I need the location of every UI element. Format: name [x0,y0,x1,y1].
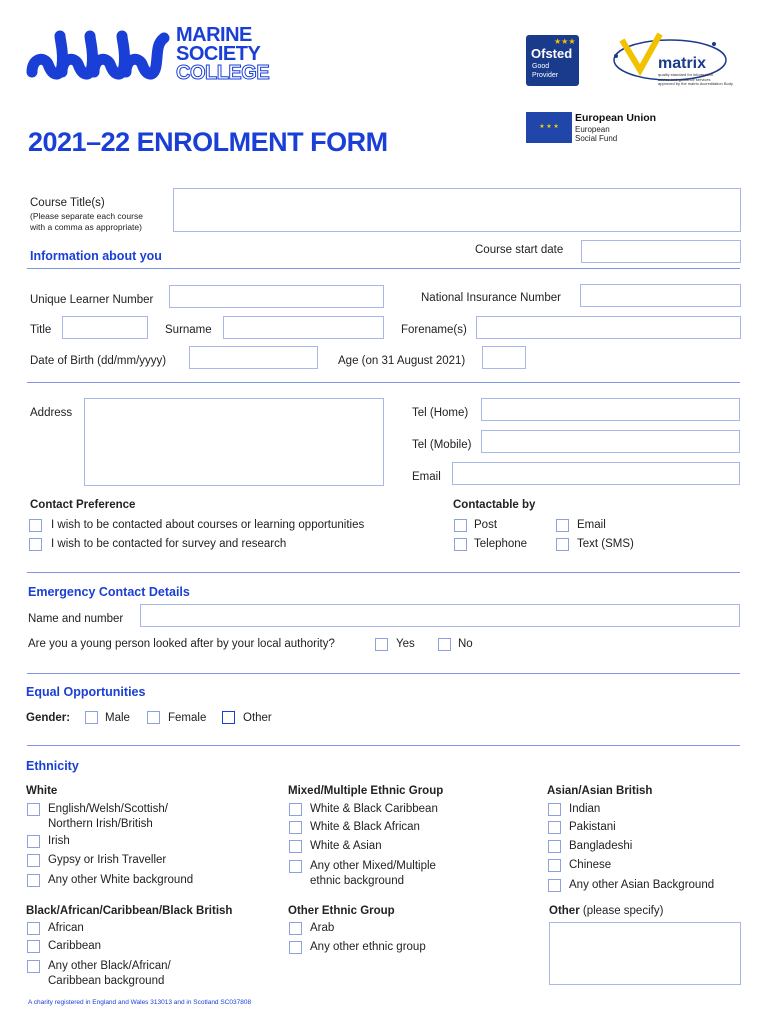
gender-other-checkbox[interactable] [222,711,235,724]
post-checkbox[interactable] [454,519,467,532]
divider [27,382,740,383]
mixed-caribbean-checkbox[interactable] [289,803,302,816]
eu-title: European Union [575,112,657,124]
contactable-by-heading: Contactable by [453,499,536,511]
mixed-caribbean-label: White & Black Caribbean [310,803,438,815]
eu-flag-icon: ★ ★ ★ [526,112,572,143]
contact-courses-checkbox[interactable] [29,519,42,532]
white-irish-label: Irish [48,835,70,847]
text-sms-label: Text (SMS) [577,538,634,550]
matrix-tagline-2: advice and guidance services [658,76,711,82]
other-group-title: Other Ethnic Group [288,905,395,917]
asian-pakistani-label: Pakistani [569,821,616,833]
matrix-tagline-1: quality standard for information [658,72,713,77]
nin-field[interactable] [580,284,741,307]
other-specify-title-bold: Other [549,905,580,917]
tel-mobile-field[interactable] [481,430,740,453]
ofsted-name: Ofsted [531,46,573,61]
about-heading: Information about you [30,249,162,263]
mixed-other-checkbox[interactable] [289,860,302,873]
looked-after-yes-label: Yes [396,638,415,650]
surname-field[interactable] [223,316,384,339]
eu-sub-2: Social Fund [575,134,618,143]
white-gypsy-checkbox[interactable] [27,854,40,867]
white-british-label-1: English/Welsh/Scottish/ [48,803,168,815]
gender-female-checkbox[interactable] [147,711,160,724]
black-african-checkbox[interactable] [27,922,40,935]
logo-line-3: COLLEGE [176,62,270,84]
asian-indian-checkbox[interactable] [548,803,561,816]
mixed-asian-checkbox[interactable] [289,840,302,853]
other-ethnic-checkbox[interactable] [289,941,302,954]
title-label: Title [30,324,52,336]
other-specify-suffix: (please specify) [579,905,664,917]
eu-sub-1: European [575,125,610,134]
address-label: Address [30,407,73,419]
contact-email-checkbox[interactable] [556,519,569,532]
black-other-checkbox[interactable] [27,960,40,973]
age-label: Age (on 31 August 2021) [338,355,466,367]
form-title: 2021–22 ENROLMENT FORM [28,127,388,157]
telephone-label: Telephone [474,538,528,550]
nin-label: National Insurance Number [421,292,561,304]
ofsted-grade-2: Provider [532,72,559,79]
telephone-checkbox[interactable] [454,538,467,551]
matrix-tagline-3: approved by the matrix Accreditation Body [658,81,733,86]
asian-chinese-checkbox[interactable] [548,859,561,872]
asian-group-title: Asian/Asian British [547,785,653,797]
matrix-tagline [658,73,733,87]
dob-field[interactable] [189,346,318,369]
tel-mobile-label: Tel (Mobile) [412,439,472,451]
tel-home-field[interactable] [481,398,740,421]
mixed-african-label: White & Black African [310,821,420,833]
white-other-label: Any other White background [48,874,194,886]
emergency-heading: Emergency Contact Details [28,585,190,599]
white-gypsy-label: Gypsy or Irish Traveller [48,854,167,866]
divider [27,268,740,269]
uln-label: Unique Learner Number [30,294,154,306]
white-irish-checkbox[interactable] [27,835,40,848]
white-british-label-2: Northern Irish/British [48,818,153,830]
gender-label: Gender: [26,712,71,724]
logo-line-1: MARINE [176,24,252,46]
black-other-label-1: Any other Black/African/ [48,960,171,972]
dob-label: Date of Birth (dd/mm/yyyy) [30,355,167,367]
black-african-label: African [48,922,84,934]
emergency-name-number-field[interactable] [140,604,740,627]
gender-other-label: Other [243,712,272,724]
black-caribbean-checkbox[interactable] [27,940,40,953]
address-field[interactable] [84,398,384,486]
mixed-group-title: Mixed/Multiple Ethnic Group [288,785,444,797]
contact-preference-heading: Contact Preference [30,499,136,511]
title-field[interactable] [62,316,148,339]
name-number-label: Name and number [28,613,124,625]
contact-courses-label: I wish to be contacted about courses or learning opportunities [51,519,365,531]
white-group-title: White [26,785,58,797]
asian-chinese-label: Chinese [569,859,612,871]
post-label: Post [474,519,498,531]
mixed-other-label-1: Any other Mixed/Multiple [310,860,436,872]
mixed-african-checkbox[interactable] [289,821,302,834]
equal-opportunities-heading: Equal Opportunities [26,685,146,699]
mixed-other-label-2: ethnic background [310,875,404,887]
asian-indian-label: Indian [569,803,601,815]
other-arab-checkbox[interactable] [289,922,302,935]
asian-bangladeshi-checkbox[interactable] [548,840,561,853]
matrix-name: matrix [658,55,707,72]
course-title-hint-1: (Please separate each course [30,211,143,221]
asian-other-label: Any other Asian Background [569,879,715,891]
divider [27,572,740,573]
mixed-asian-label: White & Asian [310,840,382,852]
age-field[interactable] [482,346,526,369]
charity-footer: A charity registered in England and Wales 313013 and in Scotland SC037808 [28,999,252,1006]
gender-male-checkbox[interactable] [85,711,98,724]
contact-survey-label: I wish to be contacted for survey and research [51,538,287,550]
course-title-label: Course Title(s) [30,197,105,209]
gender-male-label: Male [105,712,130,724]
logo-line-2: SOCIETY [176,43,261,65]
forenames-field[interactable] [476,316,741,339]
course-title-hint-2: with a comma as appropriate) [30,222,142,232]
looked-after-no-checkbox[interactable] [438,638,451,651]
marine-society-wave-logo [26,28,171,86]
tel-home-label: Tel (Home) [412,407,469,419]
other-ethnic-label: Any other ethnic group [310,941,426,953]
college-name-logo [176,26,269,83]
black-other-label-2: Caribbean background [48,975,165,987]
black-group-title: Black/African/Caribbean/Black British [26,905,233,917]
looked-after-no-label: No [458,638,473,650]
course-title-field[interactable] [173,188,741,232]
ethnicity-heading: Ethnicity [26,759,79,773]
divider [27,745,740,746]
looked-after-yes-checkbox[interactable] [375,638,388,651]
ofsted-stars-icon: ★★★ [554,37,576,46]
white-other-checkbox[interactable] [27,874,40,887]
email-field[interactable] [452,462,740,485]
other-arab-label: Arab [310,922,335,934]
divider [27,673,740,674]
uln-field[interactable] [169,285,384,308]
gender-female-label: Female [168,712,207,724]
email-label: Email [412,471,441,483]
text-sms-checkbox[interactable] [556,538,569,551]
black-caribbean-label: Caribbean [48,940,102,952]
looked-after-question: Are you a young person looked after by your local authority? [28,638,335,650]
surname-label: Surname [165,324,212,336]
course-start-date-field[interactable] [581,240,741,263]
other-specify-field[interactable] [549,922,741,985]
ofsted-badge [526,35,579,86]
white-british-checkbox[interactable] [27,803,40,816]
other-specify-title [549,905,663,917]
contact-survey-checkbox[interactable] [29,538,42,551]
ofsted-grade-1: Good [532,63,550,70]
asian-other-checkbox[interactable] [548,879,561,892]
contact-email-label: Email [577,519,606,531]
course-start-date-label: Course start date [475,244,564,256]
forenames-label: Forename(s) [401,324,467,336]
asian-bangladeshi-label: Bangladeshi [569,840,633,852]
asian-pakistani-checkbox[interactable] [548,821,561,834]
